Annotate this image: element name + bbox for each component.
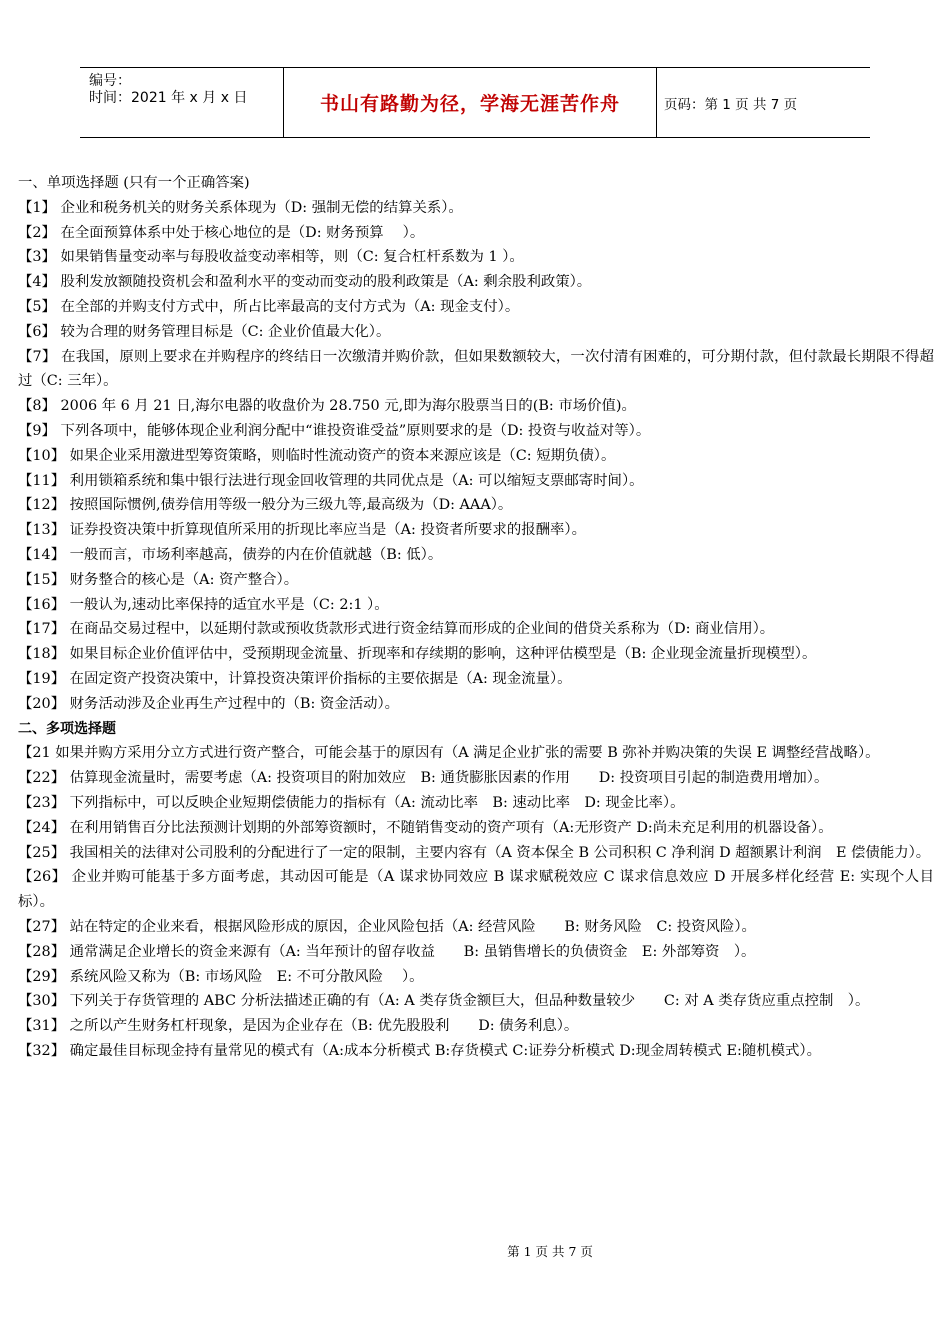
question-13: 【13】 证券投资决策中折算现值所采用的折现比率应当是（A: 投资者所要求的报酬率）。 — [18, 522, 586, 539]
question-11: 【11】 利用锁箱系统和集中银行法进行现金回收管理的共同优点是（A: 可以缩短支票邮寄时间）。 — [18, 472, 644, 489]
question-23: 【23】 下列指标中，可以反映企业短期偿债能力的指标有（A: 流动比率 B: 速动比率 D: 现金比率）。 — [18, 794, 685, 811]
question-30: 【30】 下列关于存货管理的 ABC 分析法描述正确的有（A: A 类存货金额巨大，但品种数量较少 C: 对 A 类存货应重点控制 ）。 — [18, 993, 870, 1010]
number-label: 编号： — [89, 73, 131, 89]
question-18: 【18】 如果目标企业价值评估中，受预期现金流量、折现率和存续期的影响，这种评估模型是（B: 企业现金流量折现模型）。 — [18, 646, 817, 663]
header-page-cell — [656, 68, 870, 137]
question-4: 【4】 股利发放额随投资机会和盈利水平的变动而变动的股利政策是（A: 剩余股利政策）。 — [18, 274, 592, 291]
page-code: 页码：第 1 页 共 7 页 — [664, 96, 798, 113]
question-16: 【16】 一般认为,速动比率保持的适宜水平是（C: 2:1 ）。 — [18, 596, 389, 613]
question-1: 【1】 企业和税务机关的财务关系体现为（D: 强制无偿的结算关系）。 — [18, 199, 463, 216]
question-17: 【17】 在商品交易过程中，以延期付款或预收货款形式进行资金结算而形成的企业间的借贷关系称为（D: 商业信用）。 — [18, 621, 775, 638]
question-28: 【28】 通常满足企业增长的资金来源有（A: 当年预计的留存收益 B: 虽销售增长的负债资金 E: 外部筹资 ）。 — [18, 943, 756, 960]
document-body — [18, 171, 934, 1064]
question-15: 【15】 财务整合的核心是（A: 资产整合）。 — [18, 571, 299, 588]
question-14: 【14】 一般而言，市场利率越高，债券的内在价值就越（B: 低）。 — [18, 546, 443, 563]
question-21: 【21 如果并购方采用分立方式进行资产整合，可能会基于的原因有（A 满足企业扩张的需要 B 弥补并购决策的失误 E 调整经营战略）。 — [18, 745, 880, 762]
question-27: 【27】 站在特定的企业来看，根据风险形成的原因，企业风险包括（A: 经营风险 B: 财务风险 C: 投资风险）。 — [18, 918, 756, 935]
question-8: 【8】 2006 年 6 月 21 日,海尔电器的收盘价为 28.750 元,即为海尔股票当日的(B: 市场价值)。 — [18, 398, 636, 415]
question-22: 【22】 估算现金流量时，需要考虑（A: 投资项目的附加效应 B: 通货膨胀因素的作用 D: 投资项目引起的制造费用增加）。 — [18, 770, 829, 787]
time-label: 时间：2021 年 x 月 x 日 — [89, 90, 248, 106]
motto: 书山有路勤为径，学海无涯苦作舟 — [319, 93, 620, 115]
header-left-cell — [80, 68, 283, 137]
question-5: 【5】 在全部的并购支付方式中，所占比率最高的支付方式为（A: 现金支付）。 — [18, 298, 520, 315]
question-12: 【12】 按照国际惯例,债券信用等级一般分为三级九等,最高级为（D: AAA）。 — [18, 497, 513, 514]
question-32: 【32】 确定最佳目标现金持有量常见的模式有（A:成本分析模式 B:存货模式 C:证券分析模式 D:现金周转模式 E:随机模式）。 — [18, 1042, 822, 1059]
question-7: 【7】 在我国，原则上要求在并购程序的终结日一次缴清并购价款，但如果数额较大，一次付清有困难的，可分期付款，但付款最长期限不得超过（C: 三年）。 — [18, 348, 934, 390]
question-31: 【31】 之所以产生财务杠杆现象，是因为企业存在（B: 优先股股利 D: 债务利息）。 — [18, 1018, 579, 1035]
question-26: 【26】 企业并购可能基于多方面考虑，其动因可能是（A 谋求协同效应 B 谋求赋税效应 C 谋求信息效应 D 开展多样化经营 E: 实现个人目标）。 — [18, 869, 934, 911]
question-25: 【25】 我国相关的法律对公司股利的分配进行了一定的限制，主要内容有（A 资本保全 B 公司积积 C 净利润 D 超额累计利润 E 偿债能力）。 — [18, 844, 931, 861]
question-19: 【19】 在固定资产投资决策中，计算投资决策评价指标的主要依据是（A: 现金流量）。 — [18, 670, 572, 687]
section-1-title: 一、单项选择题 (只有一个正确答案) — [18, 175, 250, 191]
section-2-title: 二、多项选择题 — [18, 720, 116, 737]
question-24: 【24】 在利用销售百分比法预测计划期的外部筹资额时，不随销售变动的资产项有（A:无形资产 D:尚未充足利用的机器设备）。 — [18, 819, 833, 836]
question-10: 【10】 如果企业采用激进型筹资策略，则临时性流动资产的资本来源应该是（C: 短期负债）。 — [18, 447, 616, 464]
question-29: 【29】 系统风险又称为（B: 市场风险 E: 不可分散风险 ）。 — [18, 968, 424, 985]
question-9: 【9】 下列各项中，能够体现企业利润分配中“谁投资谁受益”原则要求的是（D: 投资与收益对等）。 — [18, 422, 651, 439]
question-6: 【6】 较为合理的财务管理目标是（C: 企业价值最大化）。 — [18, 323, 391, 340]
question-2: 【2】 在全面预算体系中处于核心地位的是（D: 财务预算 ）。 — [18, 224, 425, 241]
page-footer: 第 1 页 共 7 页 — [507, 1244, 593, 1259]
header-table — [80, 67, 870, 138]
question-3: 【3】 如果销售量变动率与每股收益变动率相等，则（C: 复合杠杆系数为 1 ）。 — [18, 249, 524, 266]
question-20: 【20】 财务活动涉及企业再生产过程中的（B: 资金活动）。 — [18, 695, 400, 712]
header-motto-cell — [283, 68, 657, 137]
